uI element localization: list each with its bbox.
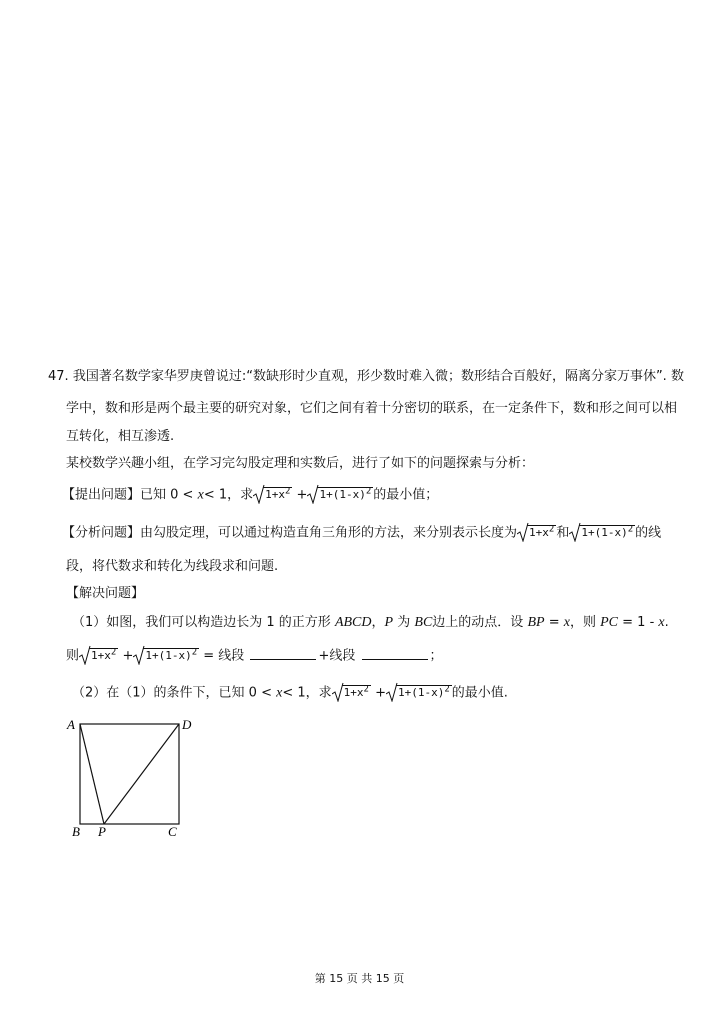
problem-context: 某校数学兴趣小组，在学习完勾股定理和实数后，进行了如下的问题探索与分析： bbox=[66, 456, 535, 471]
problem-intro-line3: 互转化，相互渗透. bbox=[66, 429, 175, 444]
label-p: P bbox=[98, 824, 106, 839]
plus-sign: + bbox=[296, 487, 308, 503]
var-x: x bbox=[658, 615, 665, 630]
segment-pc: PC bbox=[600, 615, 618, 630]
var-x: x bbox=[276, 685, 283, 701]
segment-pd bbox=[104, 724, 179, 824]
raise-text-mid: < 1，求 bbox=[203, 487, 254, 503]
exp-2: 2 bbox=[627, 524, 634, 535]
segment-bp: BP bbox=[527, 615, 545, 630]
sqrt-expression-2 bbox=[307, 484, 373, 506]
analyze-text-pre: 由勾股定理，可以通过构造直角三角形的方法，来分别表示长度为 bbox=[140, 525, 518, 541]
var-x: x bbox=[563, 615, 570, 630]
label-c: C bbox=[168, 824, 177, 839]
exp-2: 2 bbox=[191, 647, 198, 658]
exp-2: 2 bbox=[548, 524, 555, 535]
page-footer: 第 15 页 共 15 页 bbox=[314, 972, 405, 985]
problem-number: 47. bbox=[48, 369, 69, 384]
analyze-and: 和 bbox=[556, 525, 570, 541]
analyze-label: 【分析问题】 bbox=[62, 525, 141, 541]
sqrt-body-1: 1+x bbox=[91, 649, 111, 662]
q1-period: . bbox=[664, 615, 669, 630]
exp-2: 2 bbox=[110, 647, 117, 658]
q1-equals: = bbox=[548, 615, 560, 630]
exp-2: 2 bbox=[365, 486, 372, 497]
q1-text-mid: 边上的动点．设 bbox=[432, 615, 524, 630]
analyze-line bbox=[62, 522, 661, 545]
square-abcd-shape bbox=[80, 724, 179, 824]
exp-2: 2 bbox=[444, 684, 450, 695]
sqrt-expression-1 bbox=[253, 484, 292, 506]
q1b-plus-segment: +线段 bbox=[318, 648, 356, 664]
q2-text-post: 的最小值. bbox=[451, 685, 508, 701]
q1-comma: ， bbox=[371, 615, 385, 630]
exp-2: 2 bbox=[363, 684, 369, 695]
sqrt-expression-2 bbox=[133, 645, 199, 667]
problem-intro-line2: 学中，数和形是两个最主要的研究对象，它们之间有着十分密切的联系，在一定条件下，数和形之间可以相 bbox=[66, 401, 678, 416]
raise-text-pre: 已知 0 < bbox=[140, 487, 194, 503]
square-abcd: ABCD bbox=[334, 615, 372, 630]
square-figure bbox=[60, 712, 210, 840]
label-a: A bbox=[67, 717, 75, 732]
sqrt-body-2: 1+(1-x) bbox=[145, 649, 192, 662]
sqrt-body-2: 1+(1-x) bbox=[581, 526, 628, 539]
sqrt-expression-2 bbox=[569, 522, 635, 544]
sqrt-expression-1 bbox=[79, 645, 118, 667]
solve-label: 【解决问题】 bbox=[66, 586, 145, 601]
answer-blank-2[interactable] bbox=[362, 647, 428, 660]
label-d: D bbox=[182, 717, 192, 732]
raise-text-post: 的最小值； bbox=[373, 487, 439, 503]
sqrt-expression-1 bbox=[332, 682, 371, 704]
exp-2: 2 bbox=[284, 486, 291, 497]
q2-text-mid: < 1，求 bbox=[282, 685, 332, 701]
question-2-line bbox=[72, 682, 508, 705]
q1-equals-1-minus: = 1 - bbox=[622, 615, 655, 630]
answer-blank-1[interactable] bbox=[250, 647, 316, 660]
sqrt-body-1: 1+x bbox=[343, 686, 364, 699]
q1-wei: 为 bbox=[397, 615, 411, 630]
sqrt-body-2: 1+(1-x) bbox=[397, 686, 445, 699]
sqrt-expression-1 bbox=[517, 522, 556, 544]
point-p: P bbox=[384, 615, 394, 630]
q1-then: ，则 bbox=[569, 615, 596, 630]
intro-text-1: 我国著名数学家华罗庚曾说过:“数缺形时少直观，形少数时难入微；数形结合百般好，隔离分家万事休”. 数 bbox=[72, 369, 684, 384]
q1b-then: 则 bbox=[66, 648, 80, 664]
plus-sign: + bbox=[375, 685, 386, 701]
analyze-text-post: 的线 bbox=[635, 525, 662, 541]
label-b: B bbox=[72, 824, 80, 839]
var-x: x bbox=[197, 487, 204, 503]
question-1-line bbox=[72, 614, 669, 632]
q2-text-pre: （2）在（1）的条件下，已知 0 < bbox=[72, 685, 272, 701]
sqrt-expression-2 bbox=[386, 682, 452, 704]
raise-label: 【提出问题】 bbox=[62, 487, 141, 503]
sqrt-body-1: 1+x bbox=[265, 488, 285, 501]
analyze-line2: 段，将代数求和转化为线段求和问题. bbox=[66, 559, 279, 574]
plus-sign: + bbox=[122, 648, 134, 664]
segment-bc: BC bbox=[414, 615, 433, 630]
question-1b-line bbox=[66, 645, 443, 668]
problem-intro-line1 bbox=[48, 368, 684, 386]
sqrt-body-1: 1+x bbox=[529, 526, 549, 539]
segment-ap bbox=[80, 724, 104, 824]
q1b-equals-segment: = 线段 bbox=[203, 648, 245, 664]
q1-text-pre: （1）如图，我们可以构造边长为 1 的正方形 bbox=[72, 615, 331, 630]
sqrt-body-2: 1+(1-x) bbox=[319, 488, 366, 501]
raise-question-line bbox=[62, 484, 438, 507]
q1b-semicolon: ； bbox=[429, 648, 443, 664]
